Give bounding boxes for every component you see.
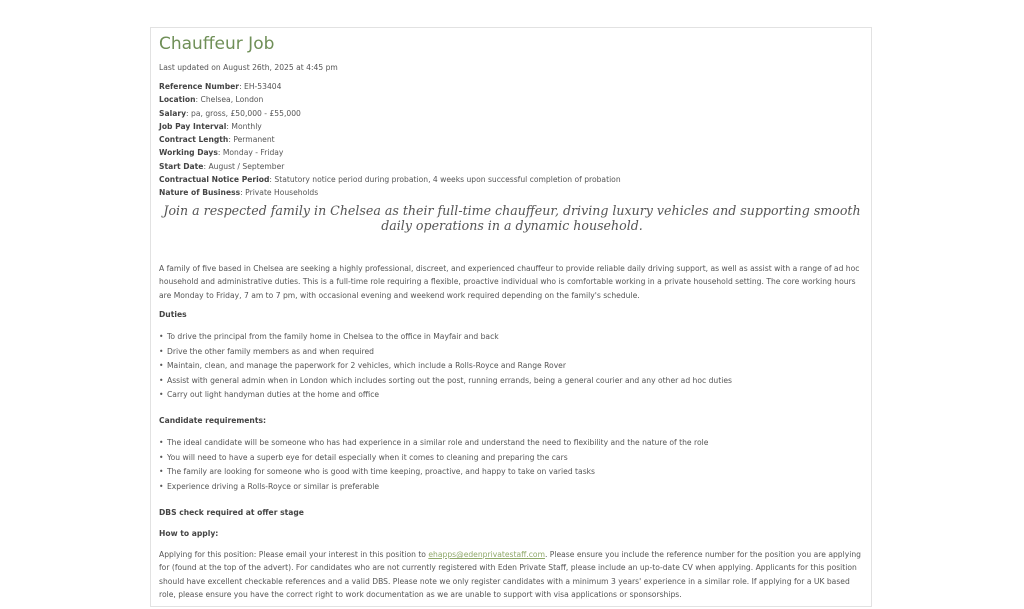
list-item: • To drive the principal from the family home in Chelsea to the office in Mayfair and back: [159, 330, 732, 345]
list-item: • The family are looking for someone who is good with time keeping, proactive, and happy to take on varied tasks: [159, 465, 708, 480]
fact-start-date: Start Date: August / September: [159, 161, 285, 171]
fact-reference-number: Reference Number: EH-53404: [159, 82, 282, 91]
fact-notice-period: Contractual Notice Period: Statutory notice period during probation, 4 weeks upon successful completion of probation: [159, 175, 621, 185]
requirements-heading: Candidate requirements:: [159, 416, 267, 425]
fact-pay-interval: Job Pay Interval: Monthly: [159, 121, 262, 131]
duties-list: [159, 330, 732, 403]
apply-instructions: Applying for this position: Please email your interest in this position to ehapps@edenprivatestaff.com. Please ensure you include the reference number for the position you are applying for (found at the top of the advert). For candidates who are not currently registered with Eden Private Staff, please include an up-to-date CV when applying. Applicants for this position should have excellent checkable references and a valid DBS. Please note we only register candidates with a minimum 3 years' experience in a similar role. If applying for a UK based role, please ensure you have the correct right to work documentation as we are unable to support with visa applications or sponsorships.: [159, 550, 861, 599]
dbs-note: DBS check required at offer stage: [159, 508, 304, 517]
list-item: • You will need to have a superb eye for detail especially when it comes to cleaning and preparing the cars: [159, 451, 708, 466]
list-item: • Carry out light handyman duties at the home and office: [159, 388, 732, 403]
list-item: • The ideal candidate will be someone who has had experience in a similar role and understand the need to flexibility and the nature of the role: [159, 436, 708, 451]
job-intro: A family of five based in Chelsea are seeking a highly professional, discreet, and experienced chauffeur to provide reliable daily driving support, as well as assist with a range of ad hoc household and administrative duties. This is a full-time role requiring a flexible, proactive individual who is comfortable working in a private household setting. The core working hours are Monday to Friday, 7 am to 7 pm, with occasional evening and weekend work required depending on the family's schedule.: [159, 264, 860, 300]
list-item: • Assist with general admin when in London which includes sorting out the post, running errands, being a general courier and any other ad hoc duties: [159, 374, 732, 389]
job-card: [150, 27, 872, 607]
job-title: Chauffeur Job: [159, 34, 275, 54]
fact-contract-length: Contract Length: Permanent: [159, 135, 275, 145]
job-facts: [159, 80, 621, 200]
fact-working-days: Working Days: Monday - Friday: [159, 148, 284, 158]
list-item: • Maintain, clean, and manage the paperwork for 2 vehicles, which include a Rolls-Royce and Range Rover: [159, 359, 732, 374]
list-item: • Drive the other family members as and when required: [159, 345, 732, 360]
duties-heading: Duties: [159, 310, 187, 319]
job-tagline: Join a respected family in Chelsea as their full-time chauffeur, driving luxury vehicles and supporting smooth daily operations in a dynamic household.: [163, 203, 861, 233]
list-item: • Experience driving a Rolls-Royce or similar is preferable: [159, 480, 708, 495]
fact-location: Location: Chelsea, London: [159, 95, 264, 105]
fact-nature-of-business: Nature of Business: Private Households: [159, 188, 319, 198]
last-updated: Last updated on August 26th, 2025 at 4:45 pm: [159, 63, 338, 72]
job-content: [159, 34, 863, 599]
requirements-list: [159, 436, 708, 494]
apply-heading: How to apply:: [159, 529, 219, 538]
fact-salary: Salary: pa, gross, £50,000 - £55,000: [159, 108, 301, 118]
apply-email-link[interactable]: ehapps@edenprivatestaff.com: [428, 550, 545, 559]
